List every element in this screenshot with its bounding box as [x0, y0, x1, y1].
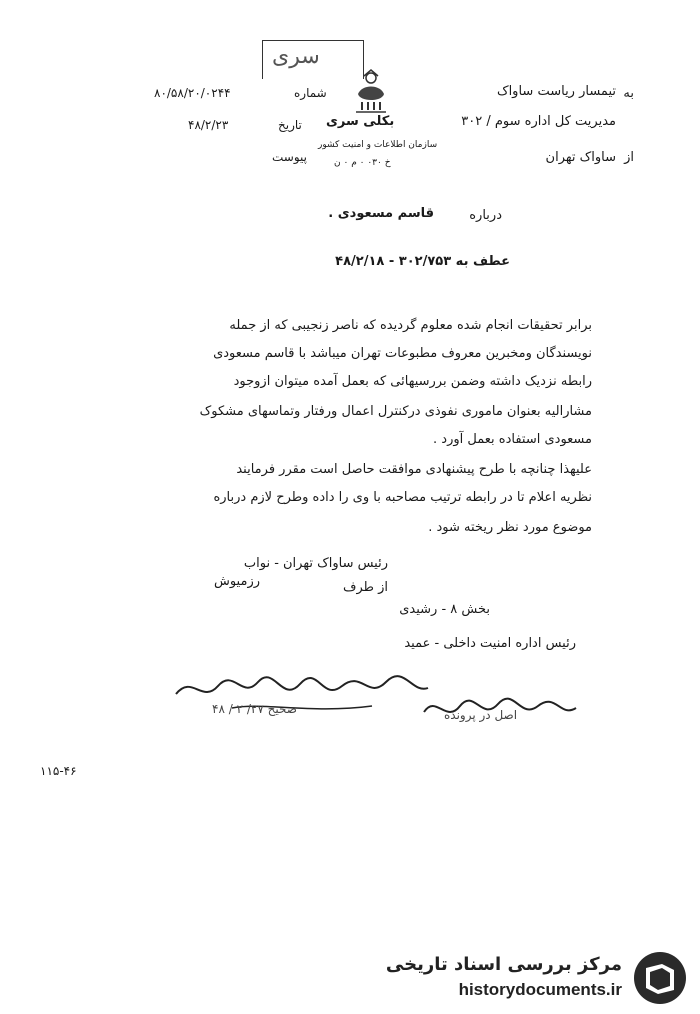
to-label: به — [623, 86, 634, 101]
date-label: تاریخ — [278, 118, 302, 132]
subject-value: قاسم مسعودی . — [328, 206, 434, 221]
archive-url: historydocuments.ir — [458, 980, 622, 999]
body-line: مسعودی استفاده بعمل آورد . — [433, 432, 592, 447]
body-line: رابطه نزدیک داشته وضمن بررسیهائی که بعمل آمده میتوان ازوجود — [233, 374, 592, 389]
classification-stamp: سری — [272, 44, 320, 69]
from-value: ساواک تهران — [545, 150, 616, 165]
to-value: تیمسار ریاست ساواک — [496, 84, 616, 99]
handwritten-note-1: صحیح ۲۷/ ۲ / ۴۸ — [212, 702, 297, 716]
body-line: نظریه اعلام تا در رابطه ترتیب مصاحبه با وی را داده وطرح لازم درباره — [213, 490, 592, 505]
ministry-line: مدیریت کل اداره سوم / ۳۰۲ — [461, 114, 616, 129]
emblem-secret-label: بکلی سری — [326, 114, 395, 129]
signer-title: رئیس ساواک تهران - نواب — [243, 556, 388, 571]
date-value: ۴۸/۲/۲۳ — [188, 118, 229, 132]
attachment-label: پیوست — [272, 150, 307, 164]
on-behalf: از طرف — [342, 580, 388, 595]
number-label: شماره — [294, 86, 327, 100]
from-label: از — [624, 150, 634, 165]
body-line: علیهذا چنانچه با طرح پیشنهادی موافقت حاصل است مقرر فرمایند — [236, 462, 592, 477]
archive-name: مرکز بررسی اسناد تاریخی — [385, 954, 622, 975]
handwritten-note-2: اصل در پرونده — [444, 708, 518, 722]
handwritten-note-icon — [172, 664, 432, 724]
copy-head: رئیس اداره امنیت داخلی - عمید — [404, 636, 576, 651]
body-line: برابر تحقیقات انجام شده معلوم گردیده که ناصر زنجیبی که از جمله — [229, 318, 592, 333]
document-number: ۱۱۵-۴۶ — [40, 764, 77, 778]
body-line: مشارالیه بعنوان ماموری نفوذی درکنترل اعمال ورفتار وتماسهای مشکوک — [199, 404, 592, 419]
subject-label: درباره — [469, 208, 502, 223]
lion-and-sun-emblem-icon — [352, 68, 390, 116]
body-line: موضوع مورد نظر ریخته شود . — [428, 520, 592, 535]
archive-logo-icon — [632, 950, 688, 1006]
reference-line: عطف به ۳۰۲/۷۵۳ - ۴۸/۲/۱۸ — [335, 254, 510, 269]
copy-section: بخش ۸ - رشیدی — [399, 602, 490, 617]
signer-name: رزمیوش — [213, 574, 260, 589]
org-sub: خ ۰۳۰ ۰ م ۰ ن — [334, 158, 391, 168]
number-value: ۸۰/۵۸/۲۰/۰۲۴۴ — [154, 86, 231, 100]
body-line: نویسندگان ومخبرین معروف مطبوعات تهران میباشد با قاسم مسعودی — [213, 346, 592, 361]
org-name: سازمان اطلاعات و امنیت کشور — [318, 140, 438, 150]
